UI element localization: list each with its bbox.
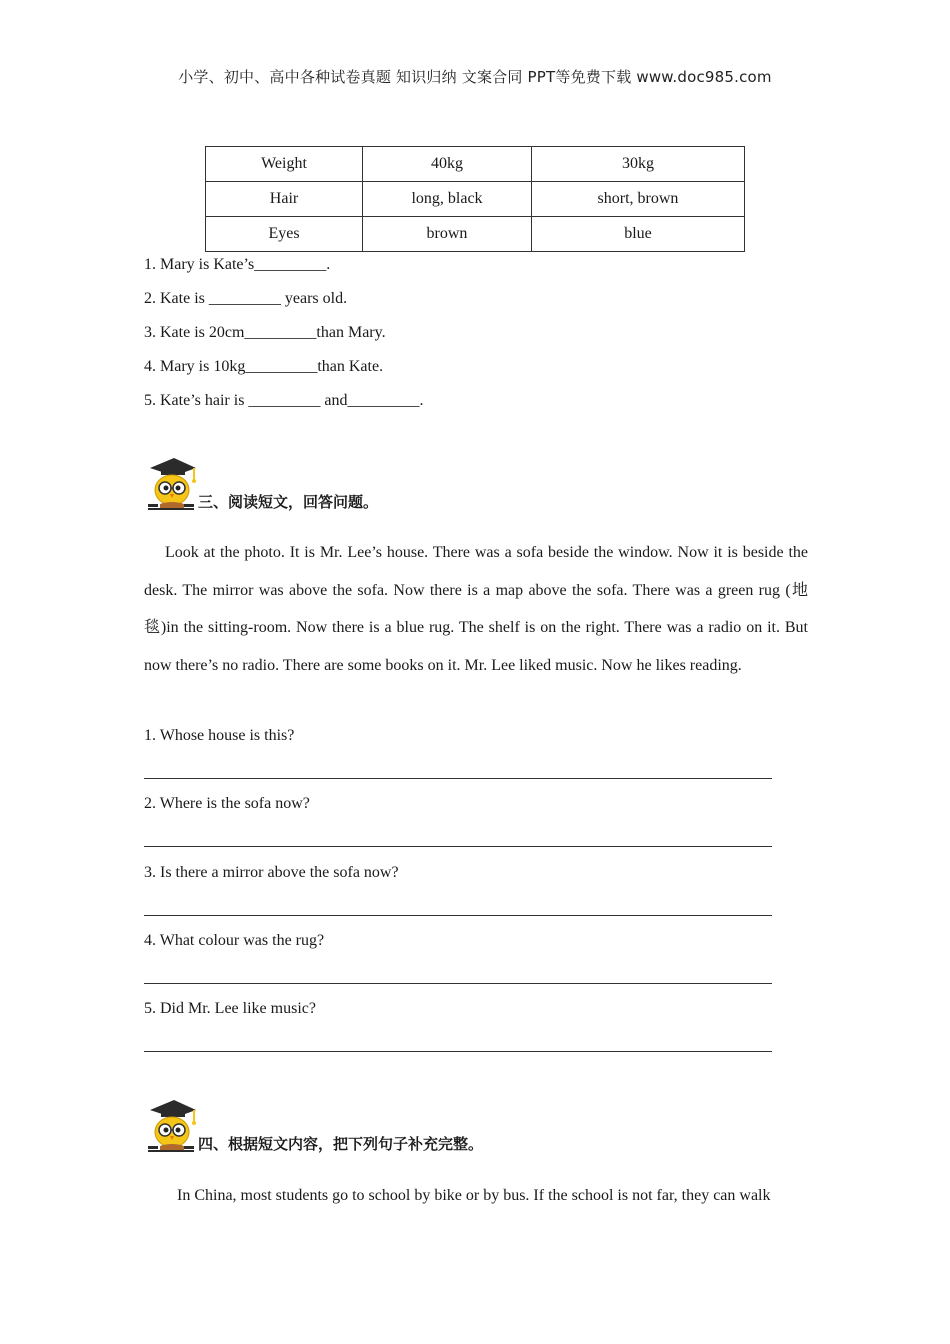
table-cell: Weight [206, 147, 363, 182]
reading-question-1: 1. Whose house is this? [144, 727, 295, 744]
fill-in-question-5: 5. Kate’s hair is _________ and_________. [144, 392, 424, 409]
owl-scholar-icon [144, 456, 198, 512]
section-4-passage: In China, most students go to school by bike or by bus. If the school is not far, they can walk [177, 1187, 771, 1204]
table-cell: blue [532, 217, 745, 252]
table-cell: 40kg [363, 147, 532, 182]
table-row [206, 217, 745, 252]
answer-line [144, 915, 772, 916]
answer-line [144, 846, 772, 847]
fill-in-question-1: 1. Mary is Kate’s_________. [144, 256, 331, 273]
answer-line [144, 983, 772, 984]
reading-question-4: 4. What colour was the rug? [144, 932, 325, 949]
section-4-heading [144, 1098, 644, 1158]
table-cell: short, brown [532, 182, 745, 217]
owl-scholar-icon [144, 1098, 198, 1154]
section-3-heading [144, 456, 644, 516]
section-4-title: 四、根据短文内容，把下列句子补充完整。 [198, 1135, 484, 1153]
reading-question-2: 2. Where is the sofa now? [144, 795, 310, 812]
reading-question-5: 5. Did Mr. Lee like music? [144, 1000, 316, 1017]
fill-in-question-2: 2. Kate is _________ years old. [144, 290, 348, 307]
table-cell: Hair [206, 182, 363, 217]
answer-line [144, 778, 772, 779]
reading-passage: Look at the photo. It is Mr. Lee’s house. There was a sofa beside the window. Now it is beside the desk. The mirror was above the sofa. Now there is a map above the sofa. There was a green rug (地毯)in the sitting-room. Now there is a blue rug. The shelf is on the right. There was a radio on it. But now there’s no radio. There are some books on it. Mr. Lee liked music. Now he likes reading. [144, 544, 809, 674]
table-row [206, 182, 745, 217]
table-cell: Eyes [206, 217, 363, 252]
fill-in-question-3: 3. Kate is 20cm_________than Mary. [144, 324, 386, 341]
comparison-table [205, 146, 745, 252]
reading-question-3: 3. Is there a mirror above the sofa now? [144, 864, 399, 881]
section-3-title: 三、阅读短文，回答问题。 [198, 493, 379, 511]
answer-line [144, 1051, 772, 1052]
table-row [206, 147, 745, 182]
page-header-watermark: 小学、初中、高中各种试卷真题 知识归纳 文案合同 PPT等免费下载 www.doc985.com [178, 68, 772, 86]
table-cell: 30kg [532, 147, 745, 182]
fill-in-question-4: 4. Mary is 10kg_________than Kate. [144, 358, 384, 375]
table-cell: brown [363, 217, 532, 252]
table-cell: long, black [363, 182, 532, 217]
